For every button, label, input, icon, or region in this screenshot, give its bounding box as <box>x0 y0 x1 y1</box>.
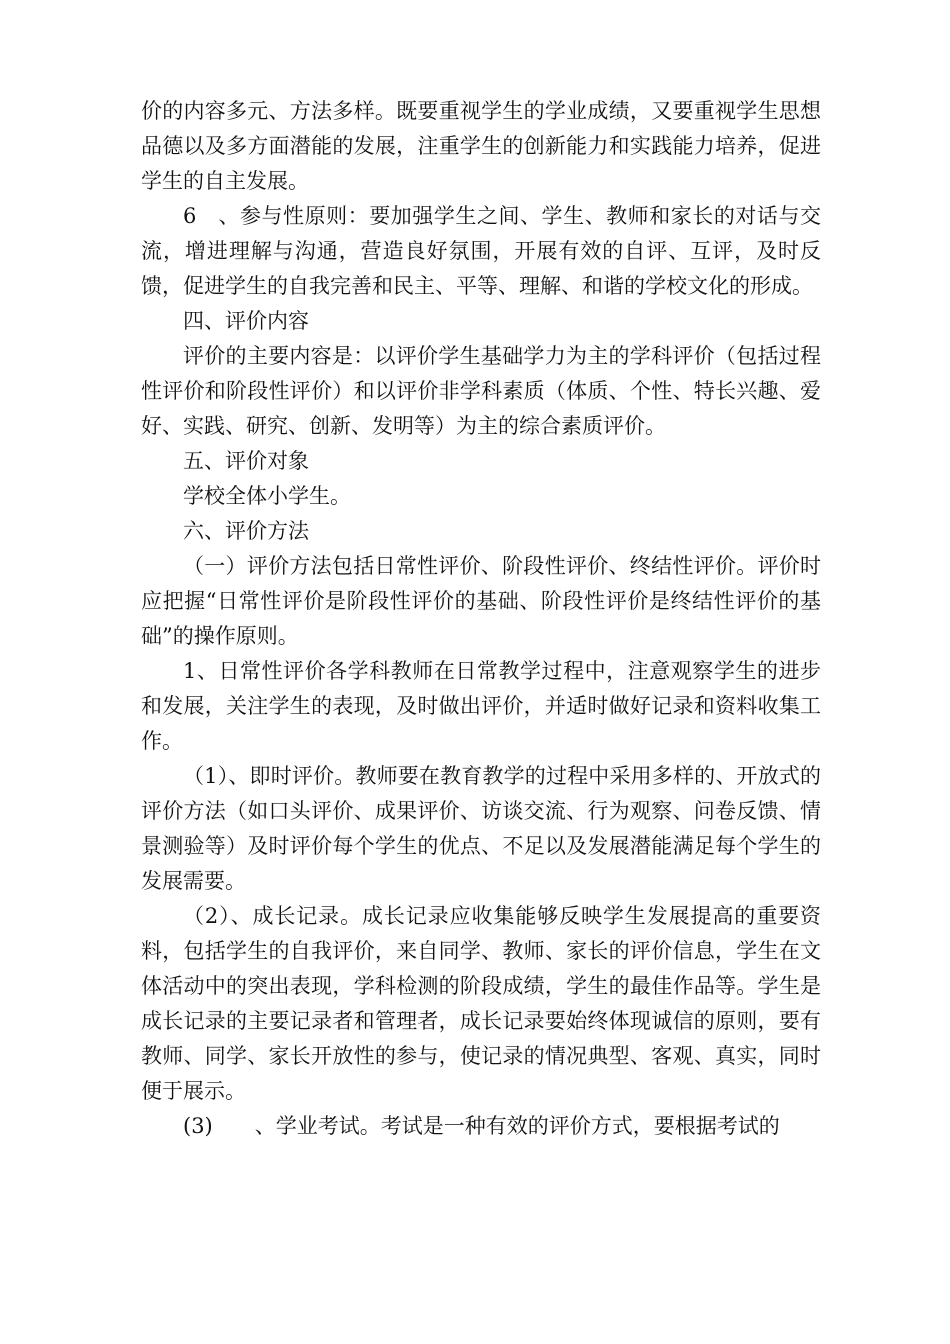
paragraph-instant-evaluation: （1）、即时评价。教师要在教育教学的过程中采用多样的、开放式的评价方法（如口头评价、成果评价、访谈交流、行为观察、问卷反馈、情景测验等）及时评价每个学生的优点、不足以及发展潜能满足每个学生的发展需要。 <box>141 764 821 893</box>
heading-evaluation-content: 四、评价内容 <box>183 309 309 333</box>
paragraph-evaluation-content: 评价的主要内容是：以评价学生基础学力为主的学科评价（包括过程性评价和阶段性评价）和以评价非学科素质（体质、个性、特长兴趣、爱好、实践、研究、创新、发明等）为主的综合素质评价。 <box>141 344 821 438</box>
paragraph-daily-evaluation: 1、日常性评价各学科教师在日常教学过程中，注意观察学生的进步和发展，关注学生的表现，及时做出评价，并适时做好记录和资料收集工作。 <box>141 659 821 753</box>
heading-evaluation-target: 五、评价对象 <box>183 449 309 473</box>
paragraph-evaluation-target: 学校全体小学生。 <box>183 484 351 508</box>
paragraph-method-overview: （一）评价方法包括日常性评价、阶段性评价、终结性评价。评价时应把握“日常性评价是阶段性评价的基础、阶段性评价是终结性评价的基础”的操作原则。 <box>141 554 821 648</box>
heading-evaluation-method: 六、评价方法 <box>183 519 309 543</box>
paragraph-academic-exam: (3) 、学业考试。考试是一种有效的评价方式，要根据考试的 <box>183 1114 780 1138</box>
paragraph-growth-record: （2）、成长记录。成长记录应收集能够反映学生发展提高的重要资料，包括学生的自我评价，来自同学、教师、家长的评价信息，学生在文体活动中的突出表现，学科检测的阶段成绩，学生的最佳作品等。学生是成长记录的主要记录者和管理者，成长记录要始终体现诚信的原则，要有教师、同学、家长开放性的参与，使记录的情况典型、客观、真实，同时便于展示。 <box>141 904 821 1103</box>
document-page <box>141 94 821 1144</box>
paragraph-continuation: 价的内容多元、方法多样。既要重视学生的学业成绩，又要重视学生思想品德以及多方面潜能的发展，注重学生的创新能力和实践能力培养，促进学生的自主发展。 <box>141 99 821 193</box>
paragraph-participation-principle: 6 、参与性原则：要加强学生之间、学生、教师和家长的对话与交流，增进理解与沟通，营造良好氛围，开展有效的自评、互评，及时反馈，促进学生的自我完善和民主、平等、理解、和谐的学校文化的形成。 <box>141 204 821 298</box>
